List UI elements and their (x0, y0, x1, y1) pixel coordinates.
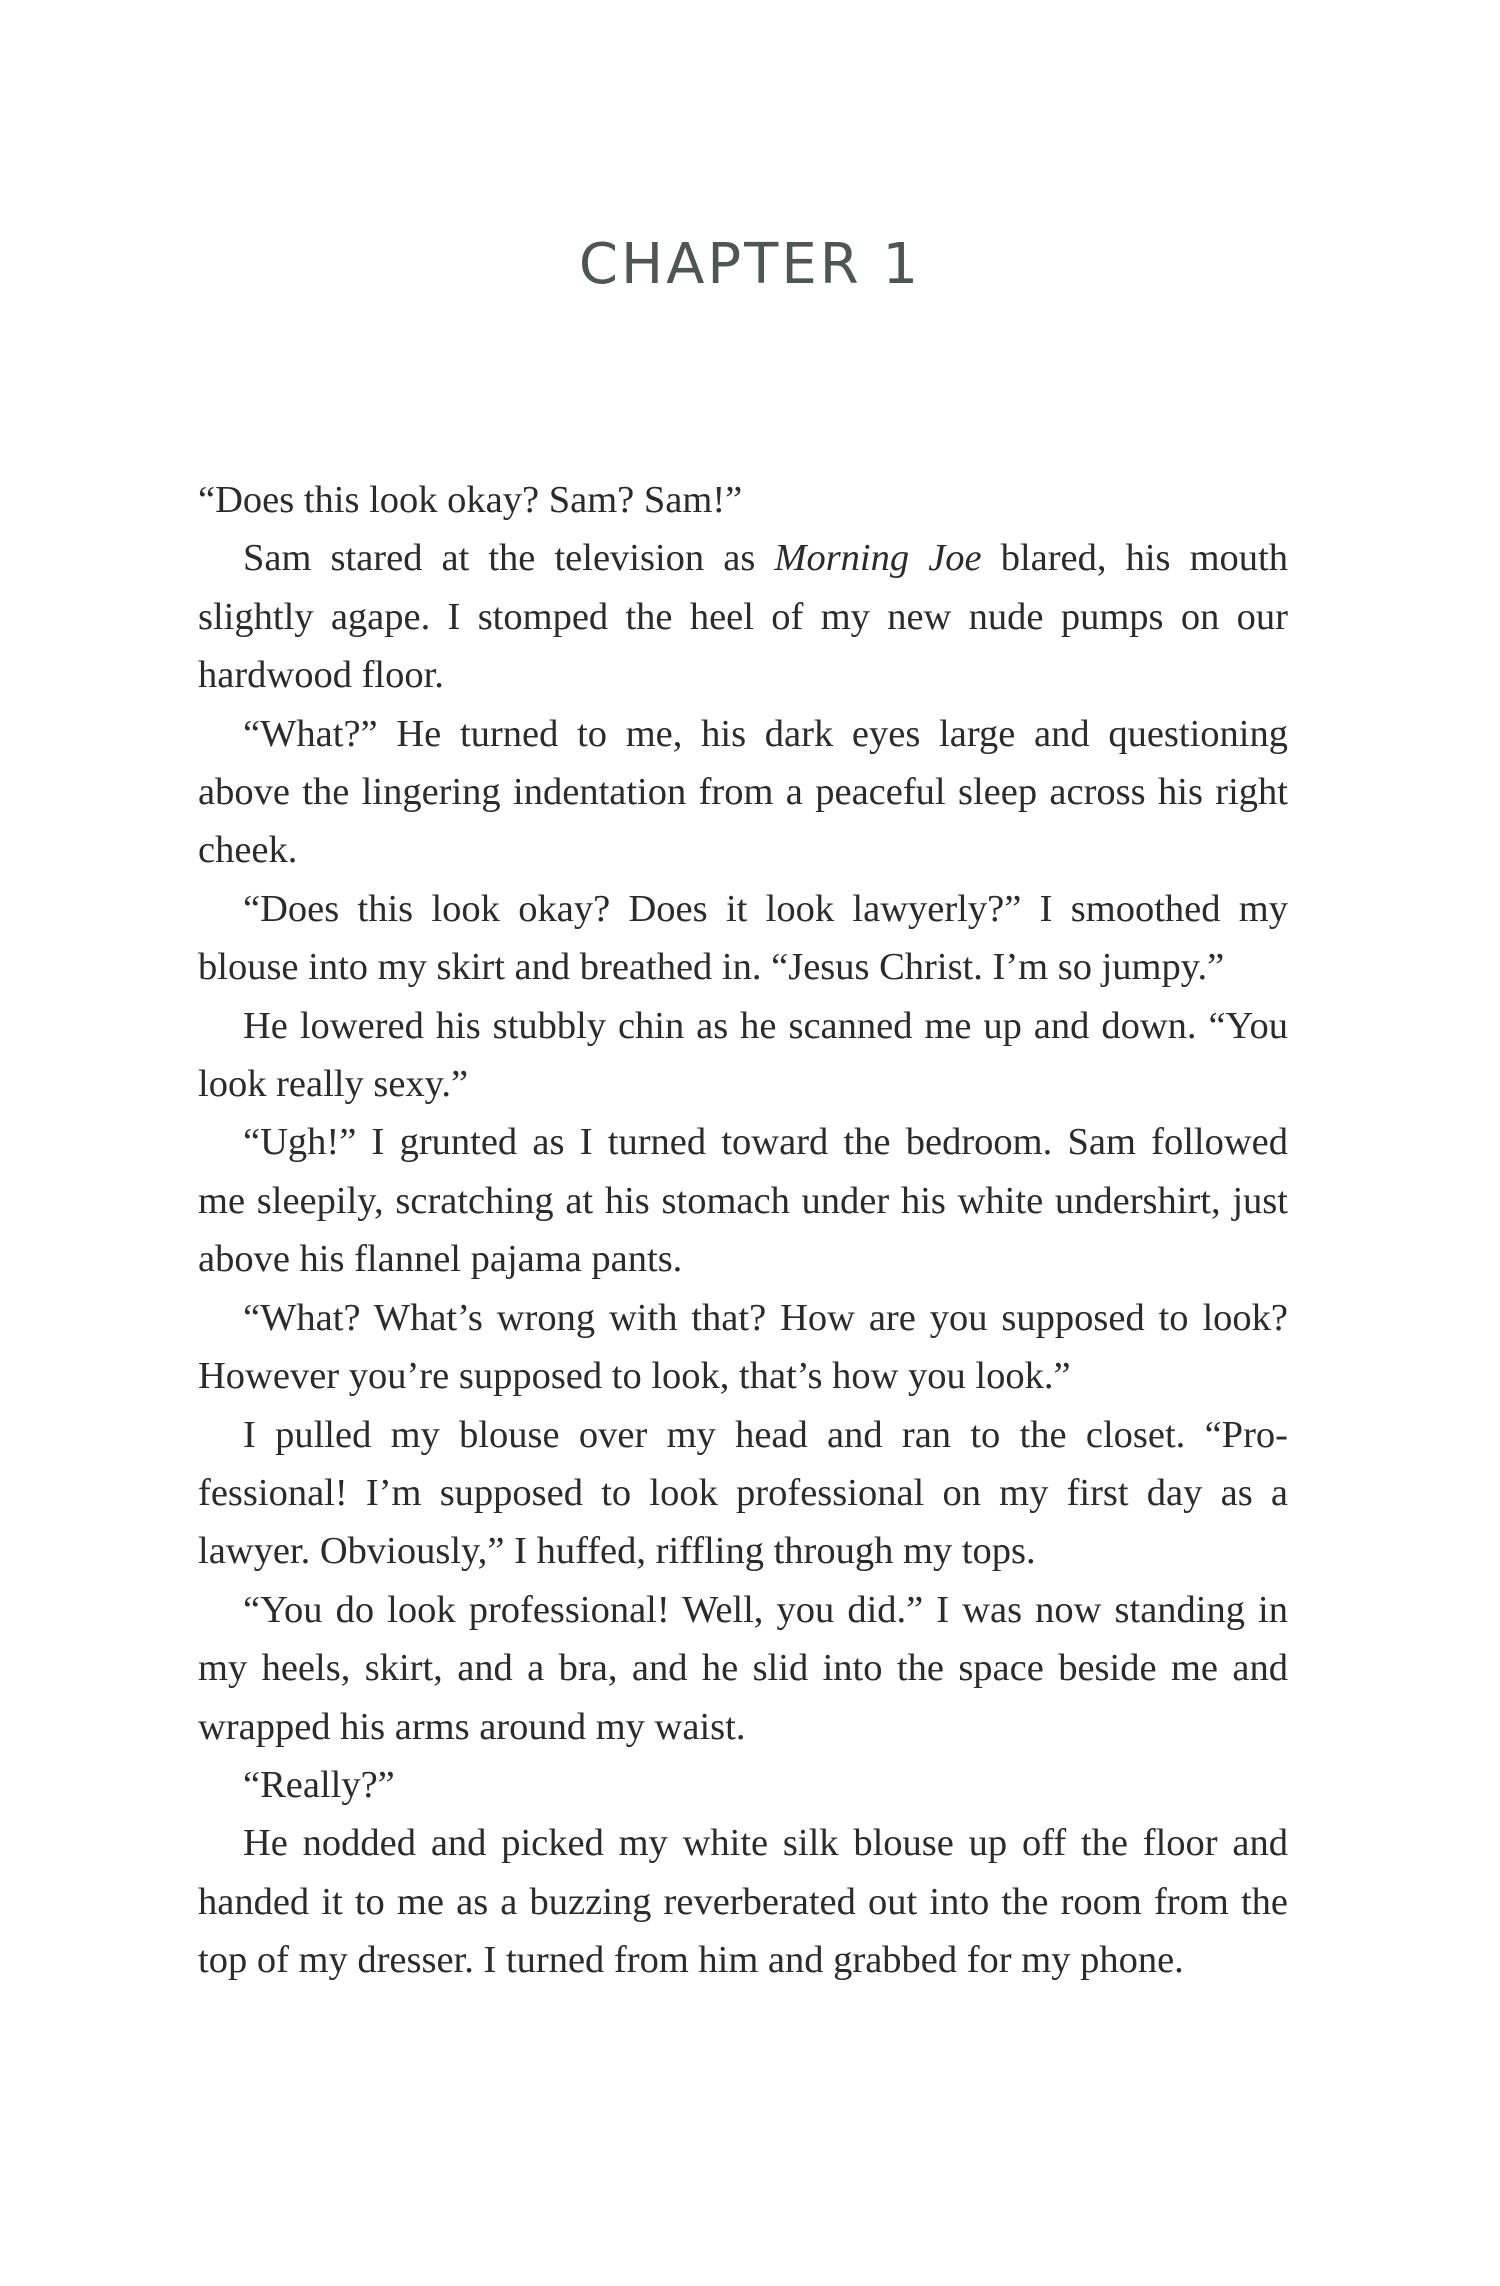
paragraph-text: blared, his mouth slightly agape. I stomped the heel of my new nude pumps on our hardwood floor. (198, 537, 1288, 697)
paragraph: “What?” He turned to me, his dark eyes large and questioning above the lingering indentation from a peaceful sleep across his right cheek. (198, 712, 1288, 872)
paragraph-text: Sam stared at the television as (243, 537, 775, 580)
paragraph: “Ugh!” I grunted as I turned toward the bedroom. Sam followed me sleepily, scratching at his stomach under his white undershirt, just above his flannel pajama pants. (198, 1121, 1288, 1281)
show-title: Morning Joe (774, 537, 982, 580)
paragraph: “Does this look okay? Sam? Sam!” (198, 479, 743, 521)
paragraph: “Really?” (243, 1763, 395, 1806)
paragraph: “You do look professional! Well, you did.” I was now standing in my heels, skirt, and a bra, and he slid into the space beside me and wrapped his arms around my waist. (198, 1588, 1288, 1748)
chapter-body (198, 471, 1288, 1990)
paragraph: “Does this look okay? Does it look lawyerly?” I smoothed my blouse into my skirt and breathed in. “Jesus Christ. I’m so jumpy.” (198, 887, 1288, 989)
paragraph: He lowered his stubbly chin as he scanned me up and down. “You look really sexy.” (198, 1004, 1288, 1106)
paragraph: “What? What’s wrong with that? How are you supposed to look? However you’re supposed to look, that’s how you look.” (198, 1296, 1288, 1398)
chapter-title: CHAPTER 1 (578, 232, 922, 297)
paragraph: I pulled my blouse over my head and ran to the closet. “Professional! I’m supposed to look professional on my first day as a lawyer. Obviously,” I huffed, riffling through my tops. (198, 1413, 1288, 1573)
paragraph (198, 529, 1288, 704)
paragraph: He nodded and picked my white silk blouse up off the floor and handed it to me as a buzzing reverberated out into the room from the top of my dresser. I turned from him and grabbed for my phone. (198, 1822, 1288, 1982)
